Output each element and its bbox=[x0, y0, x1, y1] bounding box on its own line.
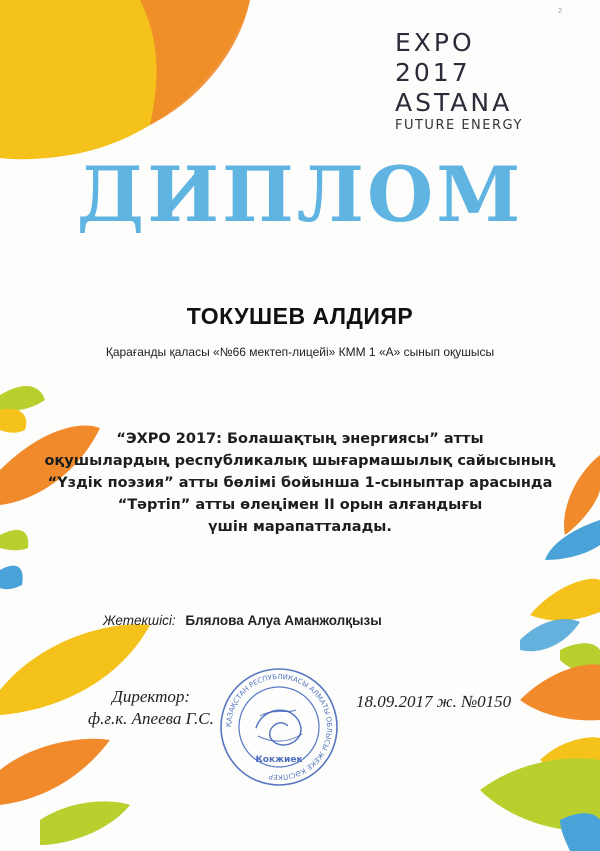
director-signature-block bbox=[88, 686, 214, 730]
supervisor bbox=[103, 613, 382, 628]
director-name: ф.ғ.к. Апеева Г.С. bbox=[88, 709, 214, 728]
award-line-4: “Тәртіп” атты өлеңімен II орын алғандығы bbox=[117, 497, 483, 513]
left-orange-leaf-2 bbox=[0, 739, 110, 805]
logo-line-expo: EXPO bbox=[395, 28, 475, 57]
award-line-1: “ЭХРО 2017: Болашақтың энергиясы” атты bbox=[116, 431, 484, 447]
top-left-orange-shape bbox=[140, 0, 250, 125]
expo-2017-logo bbox=[395, 28, 545, 138]
stamp-outer-text: ҚАЗАҚСТАН РЕСПУБЛИКАСЫ АЛМАТЫ ОБЛЫСЫ ЖЕКЕ КӘСІПКЕР bbox=[224, 672, 334, 782]
logo-line-tagline: FUTURE ENERGY bbox=[395, 118, 523, 133]
left-green-leaf bbox=[0, 386, 45, 411]
left-green-leaf-3 bbox=[40, 801, 130, 845]
director-title: Директор: bbox=[112, 687, 191, 706]
award-text bbox=[0, 428, 600, 538]
award-line-3: “Үздік поэзия” атты бөлімі бойынша 1-сыныптар арасында bbox=[47, 475, 553, 491]
stamp-center-text: Кокжиек bbox=[255, 755, 303, 765]
logo-line-city: ASTANA bbox=[395, 88, 513, 117]
official-stamp bbox=[218, 666, 340, 788]
right-yellow-leaf bbox=[530, 579, 600, 621]
award-line-5: үшін марапатталады. bbox=[208, 519, 392, 535]
page-number: 2 bbox=[558, 8, 562, 15]
recipient-school: Қарағанды қаласы «№66 мектеп-лицейі» КММ 1 «А» сынып оқушысы bbox=[105, 345, 495, 359]
award-line-2: оқушылардың республикалық шығармашылық сайысының bbox=[44, 453, 556, 469]
right-orange-leaf-2 bbox=[520, 664, 600, 720]
supervisor-name: Блялова Алуа Аманжолқызы bbox=[185, 613, 382, 628]
right-blue-leaf-3 bbox=[560, 813, 600, 851]
supervisor-label: Жетекшісі: bbox=[103, 613, 176, 628]
issue-date-number: 18.09.2017 ж. №0150 bbox=[356, 692, 512, 711]
recipient-name: ТОКУШЕВ АЛДИЯР bbox=[186, 303, 414, 329]
left-blue-leaf bbox=[0, 566, 23, 590]
diploma-title: ДИПЛОМ bbox=[76, 150, 524, 239]
logo-line-year: 2017 bbox=[395, 58, 471, 87]
